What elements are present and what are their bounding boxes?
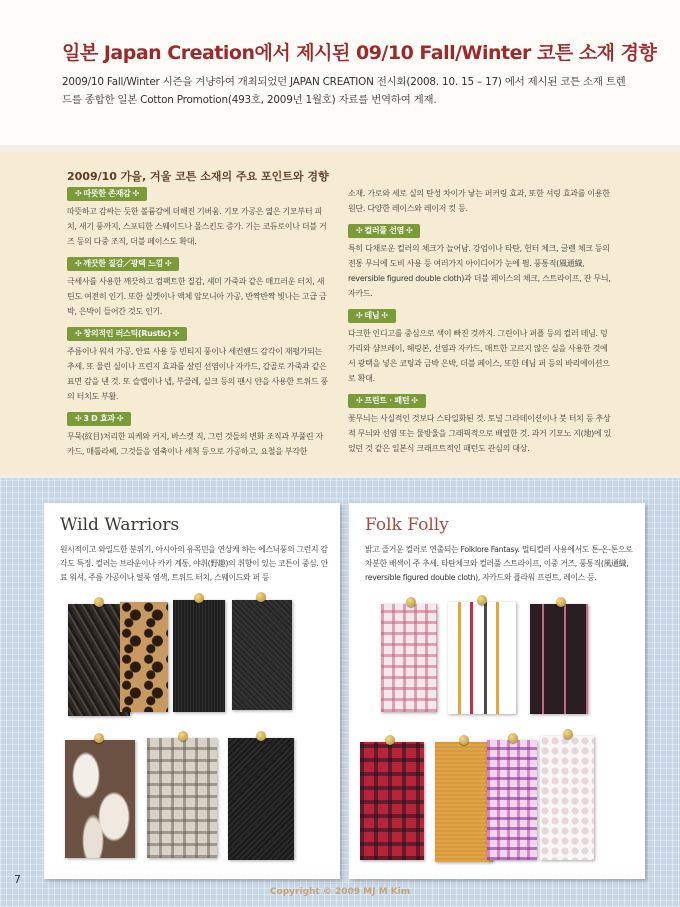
copyright-notice: Copyright © 2009 MJ M Kim — [269, 887, 411, 897]
plus-icon: ✣ — [381, 311, 388, 320]
card-description: 원시적이고 와일드한 분위기, 아시아의 유목민을 연상케 하는 에스닉풍의 그런지 감각도 특징. 컬러는 브라운이나 카키 계통, 야취(野趣)의 취향이 있는 코튼이 중심. 안료 워셔, 주름 가공이나 얼룩 염색, 트위드 터치, 스웨이드와 퍼 등 — [60, 545, 328, 582]
plus-icon: ✣ — [75, 259, 82, 268]
point-text-continued: 소재. 가로와 세로 실의 탄성 차이가 낳는 퍼커링 효과, 또한 셔링 효과를 이용한 원단. 다양한 레이스와 레이저 컷 등. — [348, 189, 610, 213]
fabric-swatch-charcoal — [232, 600, 292, 710]
card-title: Folk Folly — [365, 515, 449, 535]
plus-icon: ✣ — [75, 329, 82, 338]
pushpin-icon — [477, 595, 487, 605]
pushpin-icon — [556, 597, 566, 607]
point-badge-label: 컬러풀 선염 — [364, 226, 405, 235]
intro-paragraph: 2009/10 Fall/Winter 시즌을 겨냥하여 개최되었던 JAPAN CREATION 전시회(2008. 10. 15 – 17) 에서 제시된 코튼 소재 트렌드를 종합한 일본 Cotton Promotion(493호, 2009년 1월호) 자료를 번역하여 게재. — [62, 76, 626, 106]
point-text: 무묵(紋目)처리한 피케와 커지, 바스켓 직, 그런 것들의 변화 조직과 부풀린 자카드, 매틀라쎄, 그것들을 염축이나 세척 등으로 가공하고, 요철을 부각한 — [67, 432, 323, 456]
card-title: Wild Warriors — [60, 515, 180, 535]
plus-icon: ✣ — [132, 189, 139, 198]
point-badge-label: 3 D 효과 — [83, 414, 115, 423]
fabric-swatch-tie-dye — [65, 740, 135, 858]
fabric-swatch-mustard — [435, 742, 493, 862]
fabric-swatch-lace — [540, 736, 594, 860]
plus-icon: ✣ — [75, 414, 82, 423]
plus-icon: ✣ — [411, 396, 418, 405]
pushpin-icon — [94, 733, 104, 743]
pushpin-icon — [563, 729, 573, 739]
pushpin-icon — [385, 735, 395, 745]
pushpin-icon — [406, 597, 416, 607]
summary-left-column — [67, 186, 329, 459]
point-badge — [348, 394, 426, 408]
point-badge-label: 데님 — [364, 311, 380, 320]
point-badge — [348, 309, 396, 323]
page-number: 7 — [14, 873, 21, 886]
point-text: 다크한 인디고를 중심으로 색이 빠진 것까지. 그린이나 퍼플 등의 컬러 데님. 덩가리와 샴브레이, 헤링본, 선염과 자카드, 매트한 고르지 않은 실을 사용한 것에서 광택을 넣은 코팅과 금박 은박, 더블 페이스, 또한 데님 퍼 등의 바리에이션으로 확대. — [348, 329, 610, 383]
plus-icon: ✣ — [356, 396, 363, 405]
plus-icon: ✣ — [406, 226, 413, 235]
fabric-swatch-black-wool — [228, 738, 294, 860]
pushpin-icon — [256, 731, 266, 741]
point-text: 특히 다채로운 컬러의 체크가 늘어남. 강엄이나 타탄, 헌터 체크, 글렌 체크 등의 전통 무늬에 도비 사용 등 여러가지 아이디어가 눈에 띔. 풍통직(風通織, reversible figured double cloth)과 더블 페이스의 체크, 스트라이프, 잔 무늬, 자카드. — [348, 244, 611, 298]
summary-title: 2009/10 가을, 겨울 코튼 소재의 주요 포인트와 경향 — [67, 170, 329, 183]
pushpin-icon — [194, 593, 204, 603]
point-badge-label: 따뜻한 존재감 — [83, 189, 131, 198]
page-title: 일본 Japan Creation에서 제시된 09/10 Fall/Winter 코튼 소재 경향 — [62, 42, 657, 64]
plus-icon: ✣ — [172, 329, 180, 338]
plus-icon: ✣ — [164, 259, 172, 268]
fabric-swatch-floral-stripe — [530, 604, 588, 714]
pushpin-icon — [256, 592, 266, 602]
point-text: 극세사를 사용한 깨끗하고 컴팩트한 질감, 섀미 가죽과 같은 매끄러운 터치, 새틴도 여전히 인기. 또한 실켓이나 액체 암모니아 가공, 반짝반짝 빛나는 고급 금박, 은박이 들어간 것도 인기. — [67, 277, 327, 316]
pushpin-icon — [94, 597, 104, 607]
fabric-swatch-grey-plaid — [147, 738, 217, 858]
fabric-swatch-pink-plaid — [381, 604, 437, 712]
point-badge-label: 창의적인 러스틱(Rustic) — [83, 329, 171, 338]
summary-right-column — [348, 186, 614, 456]
point-badge — [67, 257, 179, 271]
fabric-swatch-stripe — [448, 602, 516, 714]
fabric-swatch-leopard — [120, 602, 168, 712]
point-text: 따뜻하고 감싸는 듯한 볼륨감에 더해진 기버움. 기모 가공은 엷은 기모부터 피치, 새기 풍까지, 스포티한 스웨이드나 몰스킨도 증가. 기는 코듀로이나 더블 거즈 등의 다중 조직, 더블 페이스도 확대. — [67, 207, 327, 246]
pushpin-icon — [178, 731, 188, 741]
plus-icon: ✣ — [116, 414, 124, 423]
plus-icon: ✣ — [356, 226, 363, 235]
pushpin-icon — [508, 733, 518, 743]
point-badge — [67, 327, 187, 341]
point-text: 주름이나 워셔 가공, 안료 사용 등 빈티지 풍이나 세컨핸드 감각이 재평가되는 추세. 또 물린 실이나 프린지 효과를 살린 선염이나 자카드, 갑골로 가죽과 같은 표면 감을 낸 것. 또 슬랩이나 넵, 부클레, 실크 등의 팬시 얀을 사용한 트위드 풍의 터치도 부활. — [67, 347, 328, 401]
point-badge-label: 깨끗한 질감／광택 느낌 — [83, 259, 163, 268]
point-badge — [348, 224, 420, 238]
fabric-swatch-purple-check — [487, 740, 537, 860]
card-description: 밝고 즐거운 컬러로 연출되는 Folklore Fantasy. 멀티컬러 사용에서도 톤-온-톤으로 차분한 배색이 주 추세. 타탄체크와 컬러풀 스트라이프, 이중 거즈, 풍통직(風通織, reversible figured double cloth), 자카드와 플라워 프린트, 레이스 등. — [365, 545, 633, 582]
plus-icon: ✣ — [356, 311, 363, 320]
fabric-swatch-red-tartan — [360, 742, 424, 860]
point-text: 꽃무늬는 사실적인 것보다 스타일화된 것. 토널 그라데이션이나 붓 터치 등 추상적 무늬와 선염 또는 물방울을 그래픽적으로 배열한 것. 과거 기모노 지(地)에 있었던 것 같은 일본식 크래프트적인 패턴도 관심의 대상. — [348, 414, 612, 453]
point-badge — [67, 187, 147, 201]
fabric-swatch-black-slub — [173, 600, 225, 712]
plus-icon: ✣ — [75, 189, 82, 198]
point-badge-label: 프린트 · 패턴 — [364, 396, 410, 405]
pushpin-icon — [459, 735, 469, 745]
point-badge — [67, 412, 131, 426]
